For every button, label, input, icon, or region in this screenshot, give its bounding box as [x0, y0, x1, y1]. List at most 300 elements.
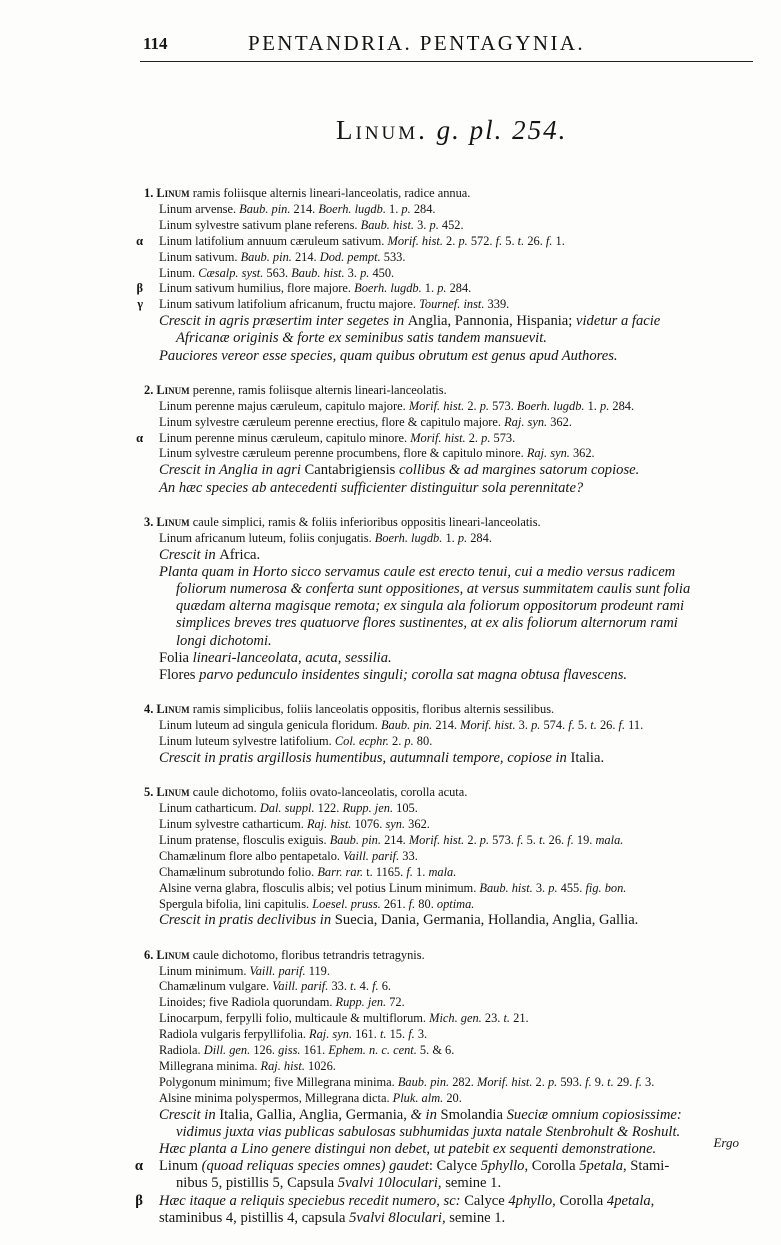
species-line [144, 1175, 750, 1192]
text-segment: 122. [314, 801, 343, 816]
text-segment: 1. [584, 398, 600, 413]
text-segment: 593. [557, 1074, 586, 1089]
species-line [144, 833, 750, 849]
text-segment: Linum luteum sylvestre latifolium. [159, 734, 335, 749]
species-entry [134, 947, 750, 1227]
text-segment: 533. [380, 249, 406, 264]
text-segment: Africanæ originis & forte ex seminibus satis tandem mansuevit. [176, 330, 547, 347]
text-segment: 1. [552, 233, 565, 248]
text-segment: Rupp. jen. [335, 995, 387, 1010]
text-segment: Morif. hist. [387, 233, 443, 248]
text-segment: simplices breves tres quatuorve flores sustinentes, at ex alis foliorum alternorum rami [176, 615, 678, 632]
text-segment: p. [401, 201, 411, 216]
text-segment: giss. [278, 1043, 301, 1058]
text-segment: Linum pratense, flosculis exiguis. [159, 832, 330, 847]
text-segment: 3. [515, 718, 532, 733]
species-line [144, 218, 750, 234]
text-segment: Col. ecphr. [334, 734, 389, 749]
text-segment: 6. [144, 947, 157, 962]
text-segment: Linoides; five Radiola quorundam. [159, 995, 336, 1010]
text-segment: , Corolla [552, 1192, 607, 1209]
text-segment: Anglia, Pannonia, Hispania; [407, 313, 576, 330]
species-line [144, 266, 750, 282]
species-line [144, 817, 750, 833]
species-line [136, 281, 750, 297]
text-segment: 1. [385, 201, 402, 216]
text-segment: lineari-lanceolata, acuta, sessilia. [192, 649, 392, 666]
text-segment: Crescit in [159, 546, 220, 563]
species-diagnosis [144, 383, 750, 399]
text-segment: Chamælinum vulgare. [159, 979, 273, 994]
text-segment: Italia. [570, 749, 605, 766]
genus-reference: g. pl. 254. [436, 115, 568, 145]
text-segment: 119. [305, 963, 330, 978]
text-segment: Linum [156, 514, 190, 529]
text-segment: Linum [156, 702, 190, 717]
text-segment: p. [457, 530, 468, 545]
species-line [144, 1091, 750, 1107]
header-rule [140, 61, 753, 62]
text-segment: mala. [595, 832, 624, 847]
text-segment: Flores [159, 667, 200, 684]
text-segment: 23. [481, 1011, 504, 1026]
text-segment: t. 1165. [363, 864, 407, 879]
text-segment: syn. [385, 816, 406, 831]
text-segment: Pauciores vereor esse species, quam quibus obrutum est genus apud Authores. [159, 347, 618, 364]
text-segment: Radiola vulgaris ferpyllifolia. [159, 1027, 310, 1042]
text-segment: Dal. suppl. [259, 801, 315, 816]
text-segment: 29. [613, 1074, 636, 1089]
species-line [144, 415, 750, 431]
species-line [135, 1192, 750, 1210]
species-line [144, 1011, 750, 1027]
text-segment: 2. [464, 832, 480, 847]
species-line [144, 1210, 750, 1227]
text-segment: 455. [557, 880, 586, 895]
variety-marker: γ [137, 297, 143, 312]
text-segment: 284. [609, 398, 635, 413]
text-segment: f. [635, 1074, 642, 1089]
text-segment: Polygonum minimum; five Millegrana minima. [159, 1074, 398, 1089]
text-segment: f. [567, 832, 574, 847]
text-segment: Crescit in pratis declivibus in [159, 912, 335, 929]
text-segment: Alsine verna glabra, flosculis albis; vel potius Linum minimum. [159, 880, 480, 895]
text-segment: Raj. syn. [309, 1027, 353, 1042]
text-segment: 2. [442, 233, 459, 248]
text-segment: Boerh. lugdb. [318, 201, 386, 216]
text-segment: 2. [388, 734, 405, 749]
species-line [144, 348, 750, 365]
species-diagnosis [144, 515, 750, 531]
text-segment: 26. [545, 832, 568, 847]
variety-marker: β [136, 281, 143, 296]
text-segment: 3. [414, 217, 430, 232]
text-segment: 574. [540, 718, 569, 733]
species-line [144, 650, 750, 667]
text-segment: Linum arvense. [159, 201, 240, 216]
text-segment: Folia [159, 649, 193, 666]
text-segment: f. [585, 1074, 592, 1089]
text-segment: 362. [569, 446, 595, 461]
text-segment: : Calyce [428, 1158, 481, 1175]
text-segment: Raj. hist. [306, 816, 352, 831]
text-segment: Radiola. [159, 1043, 204, 1058]
text-segment: perenne, ramis foliisque alternis lineari-lanceolatis. [189, 382, 447, 397]
text-segment: Linum sylvestre sativum plane referens. [159, 217, 361, 232]
species-diagnosis [144, 948, 750, 964]
text-segment: collibus & ad margines satorum copiose. [399, 462, 640, 479]
text-segment: Morif. hist. [460, 718, 516, 733]
text-segment: Dill. gen. [203, 1043, 251, 1058]
text-segment: Spergula bifolia, lini capitulis. [159, 896, 313, 911]
text-segment: 3. [144, 514, 157, 529]
text-segment: Linum catharticum. [159, 801, 260, 816]
text-segment: 21. [510, 1011, 529, 1026]
text-segment: ramis simplicibus, foliis lanceolatis oppositis, floribus alternis sessilibus. [189, 702, 555, 717]
text-segment: 282. [449, 1074, 478, 1089]
species-line [144, 881, 750, 897]
text-segment: Linum luteum ad singula genicula floridum. [159, 718, 381, 733]
text-segment: 5. [523, 832, 540, 847]
text-segment: 214. [291, 249, 320, 264]
species-line [136, 430, 750, 447]
text-segment: 284. [446, 281, 472, 296]
text-segment: Linum [159, 1158, 202, 1175]
text-segment: 4petala [606, 1192, 651, 1209]
text-segment: 573. [489, 832, 517, 847]
text-segment: 161. [300, 1043, 329, 1058]
text-segment: Hæc planta a Lino genere distingui non debet, ut patebit ex sequenti demonstratione. [159, 1141, 657, 1158]
text-segment: 4. [144, 702, 157, 717]
text-segment: 9. [591, 1074, 608, 1089]
species-entry [136, 382, 750, 497]
text-segment: 5. [144, 785, 157, 800]
species-entry [136, 186, 750, 365]
text-segment: 3. [641, 1074, 655, 1089]
text-segment: p. [360, 265, 370, 280]
text-segment: t. [590, 718, 597, 733]
species-line [144, 581, 750, 598]
text-segment: Linum africanum luteum, foliis conjugatis. [159, 530, 375, 545]
text-segment: 26. [524, 233, 546, 248]
text-segment: Chamælinum flore albo pentapetalo. [159, 848, 344, 863]
species-line [144, 250, 750, 266]
text-segment: Raj. syn. [526, 446, 570, 461]
species-line [144, 480, 750, 497]
text-segment: Morif. hist. [477, 1074, 533, 1089]
text-segment: 11. [625, 718, 644, 733]
text-segment: ramis foliisque alternis lineari-lanceolatis, radice annua. [189, 186, 471, 200]
text-segment: Morif. hist. [408, 832, 465, 847]
variety-marker: β [135, 1192, 143, 1209]
text-segment: f. [545, 233, 553, 248]
text-segment: 214. [380, 832, 409, 847]
text-segment: Linum [156, 785, 190, 800]
text-segment: 3. [344, 265, 361, 280]
text-segment: 2. [464, 398, 480, 413]
species-line [144, 564, 750, 581]
species-line [144, 1075, 750, 1091]
text-segment: (quoad reliquas species omnes) gaudet [201, 1158, 429, 1175]
species-line [136, 233, 750, 250]
text-segment: 452. [438, 217, 464, 232]
text-segment: 261. [380, 896, 409, 911]
text-segment: 3. [414, 1027, 428, 1042]
text-segment: Millegrana minima. [159, 1058, 261, 1073]
text-segment: 339. [484, 297, 510, 312]
species-diagnosis [144, 785, 750, 801]
text-segment: Linum sylvestre cæruleum perenne erectius, flore & capitulo majore. [159, 414, 505, 429]
text-segment: Linum sativum humilius, flore majore. [159, 281, 355, 296]
text-segment: , Corolla [524, 1158, 580, 1175]
text-segment: videtur a facie [575, 313, 661, 330]
text-segment: Baub. hist. [360, 217, 414, 232]
text-segment: t. [379, 1027, 387, 1042]
species-line [144, 633, 750, 650]
text-segment: Vaill. parif. [272, 979, 329, 994]
text-segment: optima. [436, 896, 475, 911]
text-segment: 33. [399, 848, 418, 863]
text-segment: Morif. hist. [410, 430, 466, 445]
text-segment: f. [495, 233, 503, 248]
text-segment: 15. [386, 1027, 409, 1042]
text-segment: 2. [144, 382, 157, 397]
text-segment: An hæc species ab antecedenti sufficienter distinguitur sola perennitate? [159, 479, 584, 496]
text-segment: Baub. pin. [380, 718, 433, 733]
species-line [144, 1027, 750, 1043]
text-segment: Linum perenne minus cæruleum, capitulo minore. [159, 430, 411, 445]
text-segment: , semine 1. [441, 1209, 506, 1226]
text-segment: caule dichotomo, floribus tetrandris tetragynis. [189, 947, 425, 962]
text-segment: Dod. pempt. [319, 249, 381, 264]
text-segment: t. [539, 832, 546, 847]
catchword: Ergo [713, 1135, 739, 1150]
species-line [137, 297, 750, 313]
variety-marker: α [136, 430, 143, 445]
text-segment: f. [372, 979, 379, 994]
text-segment: Boerh. lugdb. [354, 281, 422, 296]
text-segment: 72. [386, 995, 405, 1010]
text-segment: Suecia, Dania, Germania, Hollandia, Anglia, Gallia. [334, 912, 639, 929]
text-segment: Crescit in pratis argillosis humentibus, autumnali tempore, copiose in [159, 749, 571, 766]
species-entry [144, 515, 750, 684]
text-segment: 572. [467, 233, 496, 248]
text-segment: 126. [250, 1043, 279, 1058]
text-segment: f. [406, 864, 413, 879]
species-entry [144, 702, 750, 767]
variety-marker: α [136, 233, 143, 248]
species-line [144, 995, 750, 1011]
text-segment: 214. [290, 201, 319, 216]
text-segment: caule dichotomo, foliis ovato-lanceolatis, corolla acuta. [189, 785, 468, 800]
text-segment: 450. [369, 265, 395, 280]
text-segment: 20. [443, 1090, 462, 1105]
text-segment: 214. [432, 718, 461, 733]
text-segment: Pluk. alm. [392, 1090, 444, 1105]
text-segment: Linum sativum. [159, 249, 241, 264]
text-segment: Linum perenne majus cæruleum, capitulo majore. [159, 398, 409, 413]
species-line [144, 313, 750, 330]
text-segment: Rupp. jen. [342, 801, 394, 816]
text-segment: p. [547, 1074, 558, 1089]
text-segment: Calyce [460, 1192, 509, 1209]
species-line [144, 667, 750, 684]
species-entry [144, 785, 750, 929]
species-line [144, 734, 750, 750]
text-segment: nibus 5, pistillis 5, Capsula [176, 1175, 338, 1192]
text-segment: 1076. [351, 816, 386, 831]
text-segment: Cantabrigiensis [304, 462, 399, 479]
species-line [144, 531, 750, 547]
text-segment: Hæc itaque a reliquis speciebus recedit numero, sc: [159, 1192, 461, 1209]
text-segment: Linum latifolium annuum cæruleum sativum. [159, 233, 388, 248]
text-segment: p. [479, 832, 490, 847]
text-segment: 80. [415, 896, 437, 911]
text-segment: 5valvi 10loculari [337, 1175, 438, 1192]
species-line [144, 1043, 750, 1059]
text-segment: Tournef. inst. [419, 297, 485, 312]
text-segment: 26. [596, 718, 619, 733]
species-line [144, 964, 750, 980]
text-segment: Boerh. lugdb. [374, 530, 443, 545]
text-segment: 1026. [304, 1058, 336, 1073]
running-head: PENTANDRIA. PENTAGYNIA. [248, 31, 586, 55]
text-segment: t. [350, 979, 357, 994]
text-segment: foliorum numerosa & conferta sunt oppositiones, at versus summitatem caulis sunt folia [176, 581, 691, 598]
text-segment: Smolandia [440, 1106, 507, 1123]
text-segment: 3. [532, 880, 549, 895]
text-segment: 1. [421, 281, 438, 296]
text-segment: Linum [156, 186, 190, 200]
text-segment: 33. [328, 979, 351, 994]
text-segment: 362. [405, 816, 430, 831]
species-line [144, 547, 750, 564]
text-segment: Baub. pin. [240, 249, 292, 264]
text-segment: Crescit in Anglia in agri [159, 462, 305, 479]
text-segment: Linum. [159, 265, 199, 280]
text-segment: f. [408, 896, 416, 911]
species-line [144, 1107, 750, 1124]
species-diagnosis [144, 702, 750, 718]
species-line [144, 912, 750, 929]
text-segment: p. [531, 718, 541, 733]
text-segment: p. [479, 398, 490, 413]
text-segment: 6. [378, 979, 392, 994]
species-line [144, 615, 750, 632]
text-segment: Planta quam in Horto sicco servamus caule est erecto tenui, cui a medio versus radicem [159, 563, 676, 580]
species-line [144, 202, 750, 218]
text-segment: p. [600, 398, 610, 413]
text-segment: longi dichotomi. [176, 632, 272, 649]
text-segment: Linum sylvestre catharticum. [159, 816, 307, 831]
text-segment: 573. [490, 430, 516, 445]
species-line [134, 1158, 750, 1175]
text-segment: Baub. pin. [329, 832, 381, 847]
text-segment: 563. [263, 265, 292, 280]
text-segment: Boerh. lugdb. [516, 398, 585, 413]
text-segment: 1. [412, 864, 429, 879]
text-segment: Loesel. pruss. [312, 896, 381, 911]
genus-name: Linum. [336, 115, 428, 145]
text-segment: p. [404, 734, 414, 749]
species-line [144, 598, 750, 615]
text-segment: parvo pedunculo insidentes singuli; corolla sat magna obtusa flavescens. [199, 667, 628, 684]
text-segment: Barr. rar. [317, 864, 364, 879]
text-segment: Baub. hist. [291, 265, 345, 280]
text-segment: 105. [393, 801, 418, 816]
text-segment: Chamælinum subrotundo folio. [159, 864, 318, 879]
text-segment: 5phyllo [480, 1158, 525, 1175]
text-segment: Mich. gen. [429, 1011, 482, 1026]
text-segment: 4. [356, 979, 373, 994]
text-segment: mala. [428, 864, 457, 879]
text-segment: f. [516, 832, 524, 847]
text-segment: 1. [442, 530, 458, 545]
species-line [144, 330, 750, 347]
text-segment: 161. [352, 1027, 380, 1042]
text-segment: t. [503, 1011, 511, 1026]
text-segment: f. [408, 1027, 415, 1042]
text-segment: staminibus 4, pistillis 4, capsula [159, 1209, 350, 1226]
text-segment: f. [618, 718, 626, 733]
text-segment: t. [517, 233, 525, 248]
text-segment: Alsine minima polyspermos, Millegrana dicta. [159, 1090, 393, 1105]
text-segment: Ephem. n. c. cent. [328, 1043, 417, 1058]
text-segment: 5valvi 8loculari [349, 1209, 442, 1226]
text-segment: 573. [489, 398, 517, 413]
text-segment: Baub. pin. [239, 201, 291, 216]
species-line [144, 801, 750, 817]
text-segment: Italia, Gallia, Anglia, Germania, [219, 1106, 411, 1123]
text-segment: Cæsalp. syst. [198, 265, 264, 280]
text-segment: , Stami- [623, 1158, 670, 1175]
text-segment: 80. [413, 734, 433, 749]
text-segment: Linocarpum, ferpylli folio, multicaule & multiflorum. [159, 1011, 430, 1026]
text-segment: Africa. [219, 546, 261, 563]
text-segment: , [650, 1192, 655, 1209]
text-segment: 2. [465, 430, 482, 445]
text-segment: Linum sylvestre cæruleum perenne procumbens, flore & capitulo minore. [159, 446, 527, 461]
species-line [144, 979, 750, 995]
text-segment: 4phyllo [508, 1192, 553, 1209]
text-segment: Linum minimum. [159, 963, 250, 978]
text-segment: Linum sativum latifolium africanum, fructu majore. [159, 297, 420, 312]
text-segment: 2. [532, 1074, 548, 1089]
text-segment: vidimus juxta vias publicas sabulosas subhumidas juxta natale Stenbrohult & Roshult. [176, 1123, 681, 1140]
text-segment: p. [437, 281, 447, 296]
variety-marker: α [134, 1158, 143, 1175]
species-line [144, 462, 750, 479]
text-segment: 5. & 6. [416, 1043, 455, 1058]
text-segment: 19. [573, 832, 596, 847]
text-segment: Vaill. parif. [249, 963, 306, 978]
page-number: 114 [143, 34, 168, 53]
species-line [144, 446, 750, 462]
species-line [144, 1141, 750, 1158]
text-segment: , semine 1. [437, 1175, 502, 1192]
text-segment: 1. [144, 186, 157, 200]
text-segment: Crescit in agris præsertim inter segetes in [159, 313, 408, 330]
genus-title [336, 115, 567, 146]
text-segment: 284. [410, 201, 436, 216]
text-segment: Linum [156, 947, 190, 962]
species-line [144, 865, 750, 881]
species-line [144, 849, 750, 865]
species-list [134, 186, 750, 1245]
text-segment: Baub. hist. [479, 880, 533, 895]
text-segment: Raj. syn. [504, 414, 548, 429]
species-line [144, 1124, 750, 1141]
